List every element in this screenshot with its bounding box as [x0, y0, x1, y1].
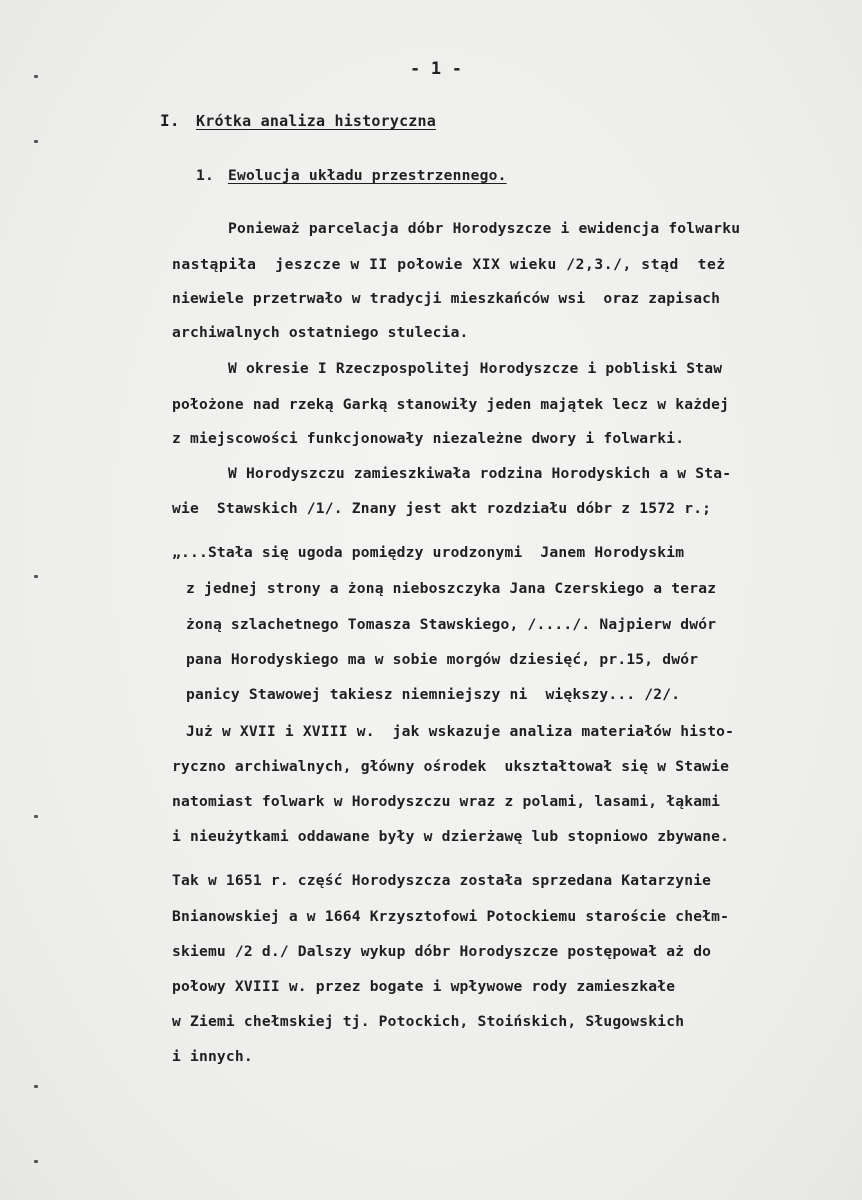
text-line: i innych.: [172, 1048, 253, 1065]
margin-mark: [34, 815, 38, 818]
text-line: połowy XVIII w. przez bogate i wpływowe rody zamieszkałe: [172, 978, 676, 995]
text-line: w Ziemi chełmskiej tj. Potockich, Stoińskich, Sługowskich: [172, 1013, 685, 1030]
subsection-number: 1.: [196, 167, 214, 184]
text-line: wie Stawskich /1/. Znany jest akt rozdziału dóbr z 1572 r.;: [172, 500, 712, 517]
text-line: Ponieważ parcelacja dóbr Horodyszcze i ewidencja folwarku: [228, 220, 741, 237]
section-title: Krótka analiza historyczna: [196, 112, 436, 130]
text-line: W okresie I Rzeczpospolitej Horodyszcze i pobliski Staw: [228, 360, 723, 377]
text-line: i nieużytkami oddawane były w dzierżawę lub stopniowo zbywane.: [172, 828, 730, 845]
quote-line: żoną szlachetnego Tomasza Stawskiego, /..../. Najpierw dwór: [186, 616, 717, 633]
text-line: Już w XVII i XVIII w. jak wskazuje analiza materiałów histo-: [186, 723, 735, 740]
text-line: W Horodyszczu zamieszkiwała rodzina Horodyskich a w Sta-: [228, 465, 732, 482]
text-line: Bnianowskiej a w 1664 Krzysztofowi Potockiemu staroście chełm-: [172, 908, 730, 925]
page-number: - 1 -: [410, 59, 463, 79]
section-number: I.: [160, 111, 180, 130]
text-line: skiemu /2 d./ Dalszy wykup dóbr Horodyszcze postępował aż do: [172, 943, 712, 960]
text-line: archiwalnych ostatniego stulecia.: [172, 324, 469, 341]
margin-mark: [34, 575, 38, 578]
margin-mark: [34, 75, 38, 78]
text-line: z miejscowości funkcjonowały niezależne dwory i folwarki.: [172, 430, 685, 447]
text-line: ryczno archiwalnych, główny ośrodek ukształtował się w Stawie: [172, 758, 730, 775]
text-line: nastąpiła jeszcze w II połowie XIX wieku /2,3./, stąd też: [172, 256, 726, 273]
text-line: Tak w 1651 r. część Horodyszcza została sprzedana Katarzynie: [172, 872, 712, 889]
margin-mark: [34, 140, 38, 143]
text-line: niewiele przetrwało w tradycji mieszkańców wsi oraz zapisach: [172, 290, 721, 307]
quote-line: z jednej strony a żoną nieboszczyka Jana Czerskiego a teraz: [186, 580, 717, 597]
margin-mark: [34, 1085, 38, 1088]
quote-line: panicy Stawowej takiesz niemniejszy ni większy... /2/.: [186, 686, 681, 703]
quote-line: pana Horodyskiego ma w sobie morgów dziesięć, pr.15, dwór: [186, 651, 699, 668]
subsection-title: Ewolucja układu przestrzennego.: [228, 167, 507, 184]
text-line: natomiast folwark w Horodyszczu wraz z polami, lasami, łąkami: [172, 793, 721, 810]
text-line: położone nad rzeką Garką stanowiły jeden majątek lecz w każdej: [172, 396, 730, 413]
quote-line: „...Stała się ugoda pomiędzy urodzonymi Janem Horodyskim: [172, 544, 685, 561]
margin-mark: [34, 1160, 38, 1163]
